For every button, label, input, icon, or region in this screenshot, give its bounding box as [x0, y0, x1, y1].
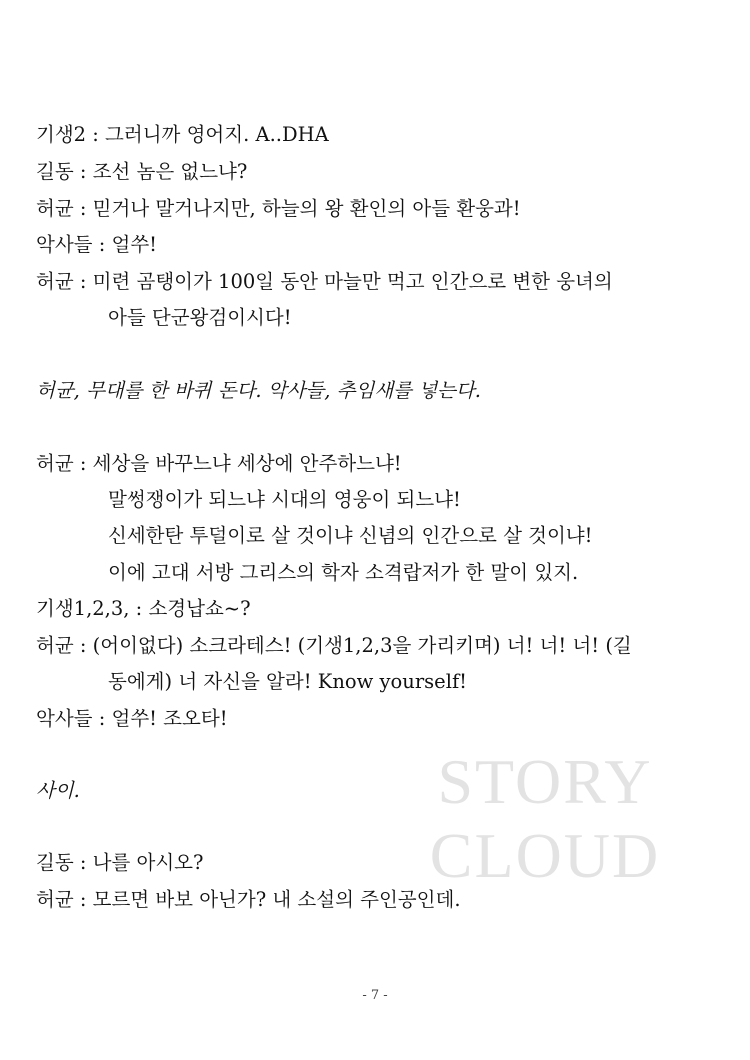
- dialogue-line: 길동 : 나를 아시오?: [36, 851, 204, 874]
- dialogue-line: 악사들 : 얼쑤!: [36, 233, 157, 256]
- dialogue-line: 허균 : 모르면 바보 아닌가? 내 소설의 주인공인데.: [36, 888, 461, 911]
- dialogue-line: 악사들 : 얼쑤! 조오타!: [36, 707, 228, 730]
- dialogue-line: 허균 : 믿거나 말거나지만, 하늘의 왕 환인의 아들 환웅과!: [36, 197, 521, 220]
- stage-direction: 사이.: [36, 779, 80, 802]
- dialogue-line: 허균 : 세상을 바꾸느냐 세상에 안주하느냐!: [36, 452, 402, 475]
- dialogue-line: 기생2 : 그러니까 영어지. A..DHA: [36, 123, 329, 146]
- dialogue-line: 허균 : 미련 곰탱이가 100일 동안 마늘만 먹고 인간으로 변한 웅녀의: [36, 270, 613, 293]
- stage-direction: 허균, 무대를 한 바퀴 돈다. 악사들, 추임새를 넣는다.: [36, 379, 481, 402]
- dialogue-continuation: 동에게) 너 자신을 알라! Know yourself!: [108, 670, 468, 693]
- dialogue-line: 허균 : (어이없다) 소크라테스! (기생1,2,3을 가리키며) 너! 너! 너! (길: [36, 634, 632, 657]
- story-cloud-watermark: [400, 745, 690, 893]
- dialogue-continuation: 이에 고대 서방 그리스의 학자 소격랍저가 한 말이 있지.: [108, 561, 579, 584]
- watermark-line-1: STORY: [437, 746, 653, 817]
- dialogue-continuation: 아들 단군왕검이시다!: [108, 306, 292, 329]
- watermark-line-2: CLOUD: [429, 820, 661, 891]
- dialogue-line: 길동 : 조선 놈은 없느냐?: [36, 160, 248, 183]
- dialogue-continuation: 신세한탄 투덜이로 살 것이냐 신념의 인간으로 살 것이냐!: [108, 524, 593, 547]
- page-number: - 7 -: [362, 988, 388, 1003]
- dialogue-line: 기생1,2,3, : 소경납쇼~?: [36, 597, 251, 620]
- dialogue-continuation: 말썽쟁이가 되느냐 시대의 영웅이 되느냐!: [108, 488, 461, 511]
